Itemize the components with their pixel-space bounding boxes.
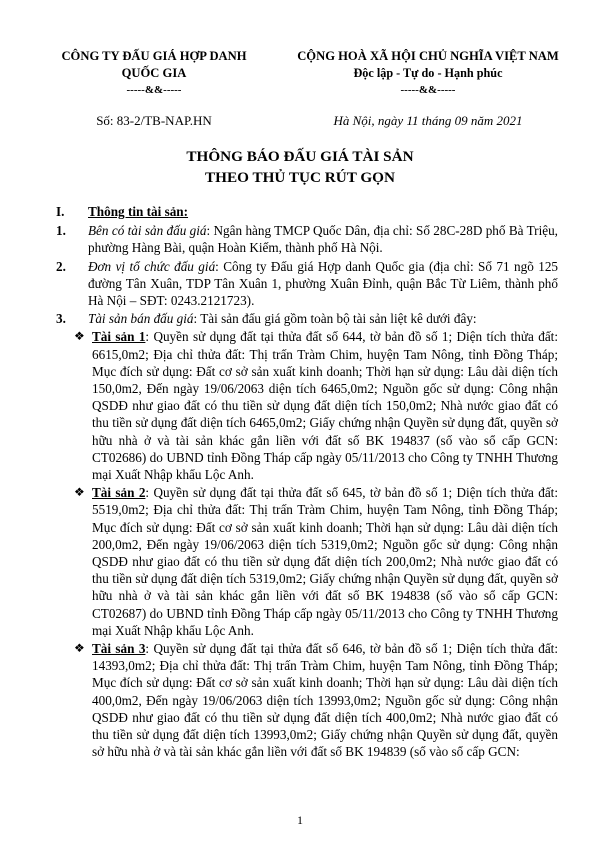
asset-entry: [74, 484, 558, 639]
national-header: [280, 48, 576, 98]
national-motto-line2: Độc lập - Tự do - Hạnh phúc: [353, 66, 503, 80]
item-label: Bên có tài sản đấu giá: [88, 223, 207, 239]
asset-description: : Quyền sử dụng đất tại thửa đất số 645, tờ bản đồ số 1; Diện tích thửa đất: 5519,0m2; Địa chỉ thửa đất: Thị trấn Tràm Chim, huyện Tam Nông, tỉnh Đồng Tháp; Mục đích sử dụng: Đất cơ sở sản xuất kinh doanh; Thời hạn sử dụng: Lâu dài diện tích 200,0m2, Đến ngày 19/06/2063 diện tích 5319,0m2; Nguồn gốc sử dụng: Công nhận QSDĐ như giao đất có thu tiền sử dụng đất diện tích 200,0m2; Nhà nước giao đất có thu tiền sử dụng đất diện tích 5319,0m2; Giấy chứng nhận Quyền sử dụng đất, quyền sở hữu nhà ở và tài sản khác gắn liền với đất số BK 194838 (số vào sổ cấp GCN: CT02687) do UBND tỉnh Đồng Tháp cấp ngày 05/11/2013 cho Công ty TNHH Thương mại Xuất Nhập khẩu Lộc Anh.: [92, 485, 558, 638]
diamond-bullet-icon: ❖: [74, 329, 85, 344]
asset-entry: [74, 328, 558, 483]
asset-text: [92, 640, 558, 760]
national-ornament: -----&&-----: [400, 84, 456, 96]
asset-description: : Quyền sử dụng đất tại thửa đất số 646, tờ bản đồ số 1; Diện tích thửa đất: 14393,0m2; Địa chỉ thửa đất: Thị trấn Tràm Chim, huyện Tam Nông, tỉnh Đồng Tháp; Mục đích sử dụng: Đất cơ sở sản xuất kinh doanh; Thời hạn sử dụng: Lâu dài diện tích 400,0m2, Đến ngày 19/06/2063 diện tích 13993,0m2; Nguồn gốc sử dụng: Công nhận QSDĐ như giao đất có thu tiền sử dụng đất diện tích 400,0m2; Nhà nước giao đất có thu tiền sử dụng đất diện tích 13993,0m2; Giấy chứng nhận Quyền sử dụng đất, quyền sở hữu nhà ở và tài sản khác gắn liền với đất số BK 194839 (số vào sổ cấp GCN:: [92, 641, 558, 760]
item-label: Đơn vị tổ chức đấu giá: [88, 258, 216, 274]
national-motto-line1: CỘNG HOÀ XÃ HỘI CHỦ NGHĨA VIỆT NAM: [297, 49, 559, 63]
document-body: [56, 203, 558, 762]
item-number: 2.: [56, 258, 66, 274]
asset-label: Tài sản 1: [92, 329, 146, 345]
asset-description: : Quyền sử dụng đất tại thửa đất số 644, tờ bản đồ số 1; Diện tích thửa đất: 6615,0m2; Địa chỉ thửa đất: Thị trấn Tràm Chim, huyện Tam Nông, tỉnh Đồng Tháp; Mục đích sử dụng: Đất cơ sở sản xuất kinh doanh; Thời hạn sử dụng: Lâu dài diện tích 150,0m2, Đến ngày 19/06/2063 diện tích 6465,0m2; Nguồn gốc sử dụng: Công nhận QSDĐ như giao đất có thu tiền sử dụng đất diện tích 150,0m2; Nhà nước giao đất có thu tiền sử dụng đất diện tích 6465,0m2; Giấy chứng nhận Quyền sử dụng đất, quyền sở hữu nhà ở và tài sản khác gắn liền với đất số BK 194837 (số vào sổ cấp GCN: CT02686) do UBND tỉnh Đồng Tháp cấp ngày 05/11/2013 cho Công ty TNHH Thương mại Xuất Nhập khẩu Lộc Anh.: [92, 329, 558, 483]
item-body: : Tài sản đấu giá gồm toàn bộ tài sản liệt kê dưới đây:: [193, 311, 477, 327]
section-title: Thông tin tài sản:: [88, 204, 189, 219]
asset-label: Tài sản 2: [92, 485, 146, 501]
document-title-line2: THEO THỦ TỤC RÚT GỌN: [205, 169, 395, 186]
info-item: [56, 222, 558, 256]
document-date: Hà Nội, ngày 11 tháng 09 năm 2021: [333, 113, 523, 128]
diamond-bullet-icon: ❖: [74, 485, 85, 500]
item-label: Tài sản bán đấu giá: [88, 311, 194, 327]
asset-entry: [74, 640, 558, 760]
asset-text: [92, 484, 558, 639]
issuer-ornament: -----&&-----: [126, 84, 182, 96]
info-item: [56, 310, 558, 327]
item-number: 3.: [56, 311, 66, 327]
item-text: [88, 258, 558, 310]
asset-text: [92, 328, 558, 483]
item-text: [88, 222, 558, 256]
issuer-header: [44, 48, 264, 98]
item-body: : Ngân hàng TMCP Quốc Dân, địa chỉ: Số 28C-28D phố Bà Triệu, phường Hàng Bài, quận Hoàn Kiếm, thành phố Hà Nội.: [88, 223, 558, 256]
item-body: : Công ty Đấu giá Hợp danh Quốc gia (địa chỉ: Số 71 ngõ 125 đường Tân Xuân, TDP Tân Xuân 1, phường Xuân Đỉnh, quận Bắc Từ Liêm, thành phố Hà Nội – SĐT: 0243.2121723).: [88, 258, 559, 309]
issuer-name-line2: QUỐC GIA: [121, 66, 187, 80]
section-number: I.: [56, 204, 65, 219]
document-title-line1: THÔNG BÁO ĐẤU GIÁ TÀI SẢN: [186, 148, 414, 165]
asset-label: Tài sản 3: [92, 641, 146, 657]
info-item: [56, 258, 558, 310]
item-number: 1.: [56, 223, 66, 239]
diamond-bullet-icon: ❖: [74, 641, 85, 656]
page-number: 1: [297, 813, 303, 827]
issuer-name-line1: CÔNG TY ĐẤU GIÁ HỢP DANH: [61, 49, 247, 63]
section-heading: [56, 203, 558, 220]
item-text: [88, 310, 558, 327]
document-number: Số: 83-2/TB-NAP.HN: [96, 113, 212, 128]
